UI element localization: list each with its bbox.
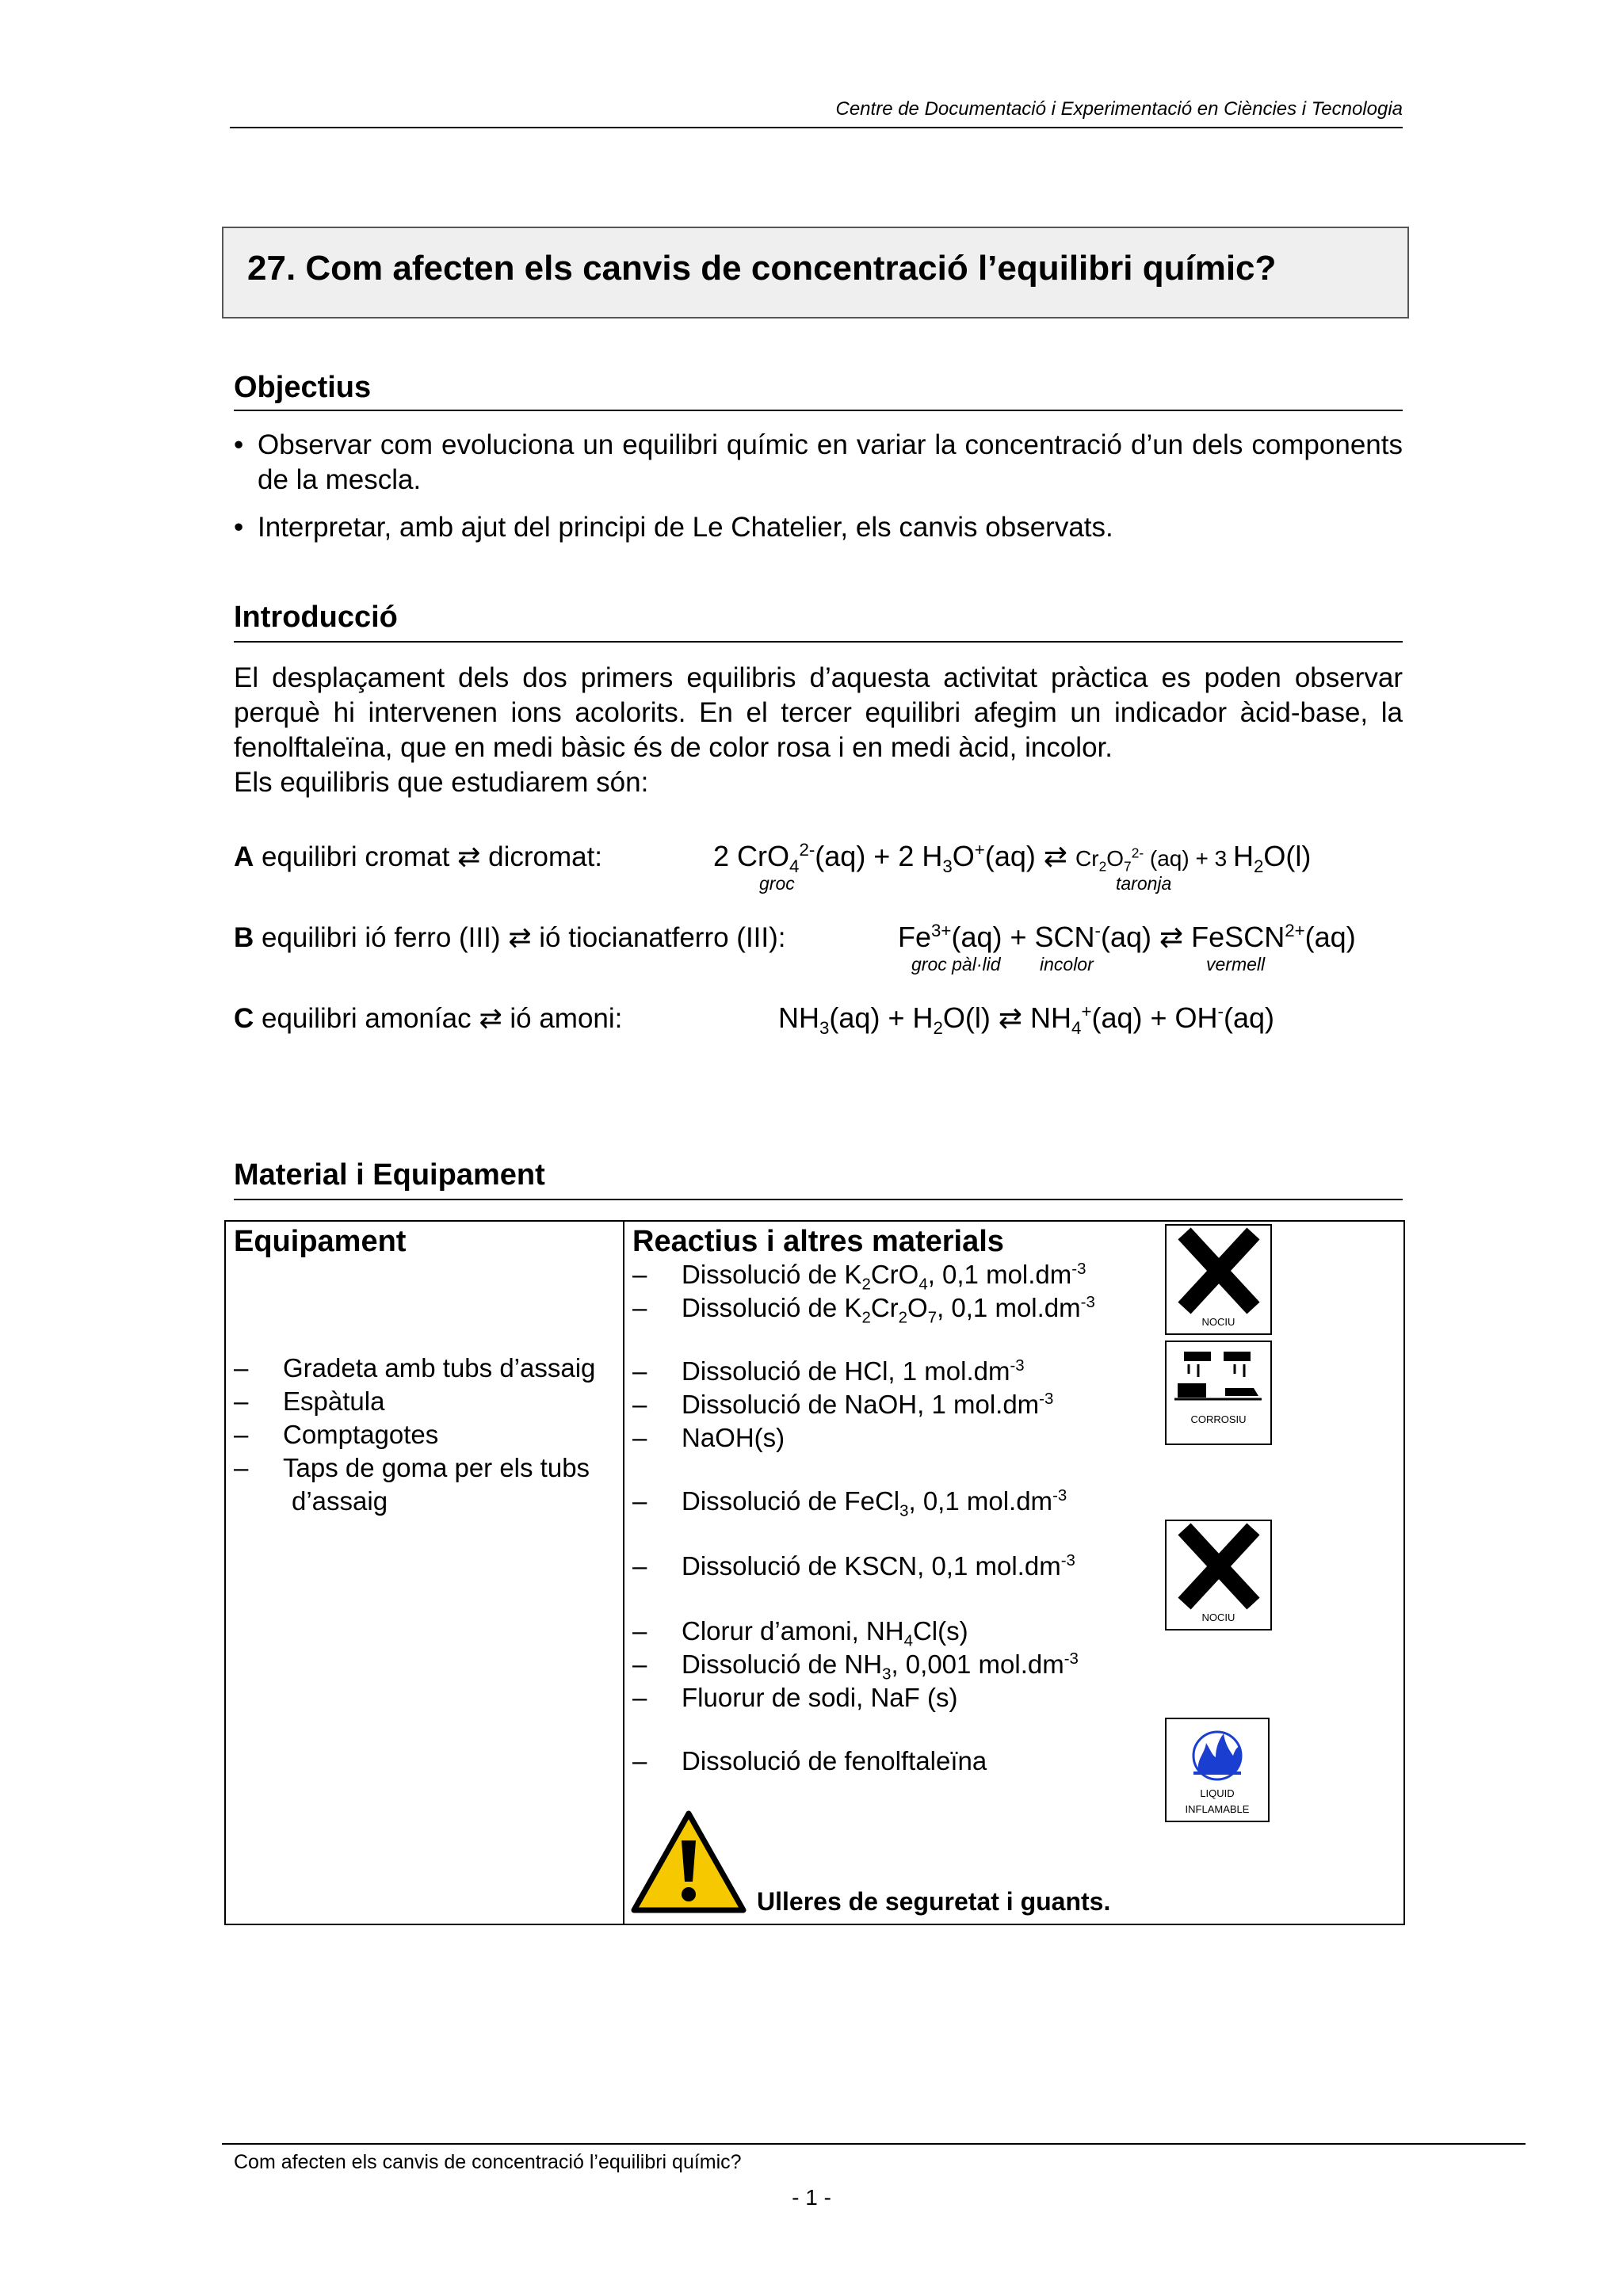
safety-warning-text: Ulleres de seguretat i guants.: [757, 1887, 1111, 1916]
material-divider: [234, 1199, 1403, 1200]
introduccio-last-line: Els equilibris que estudiarem són:: [234, 767, 649, 798]
reactiu-item: – Dissolució de FeCl$_3$, 0,1 $mol.dm^{-3}$: [632, 1486, 1067, 1520]
bullet-dot: •: [234, 512, 244, 543]
hazard-label: NOCIU: [1201, 1316, 1235, 1328]
footer-divider: [222, 2143, 1526, 2145]
objectiu-item: [234, 510, 1403, 545]
objectiu-text: Observar com evoluciona un equilibri químic en variar la concentració d’un dels components de la mescla.: [258, 429, 1403, 495]
reactiu-item: – NaOH(s): [632, 1423, 785, 1452]
page-number: - 1 -: [792, 2185, 831, 2210]
hazard-label: NOCIU: [1201, 1611, 1235, 1623]
footer-title: Com afecten els canvis de concentració l’equilibri químic?: [234, 2151, 742, 2173]
eq-arrow: ⇄: [998, 1001, 1023, 1034]
header-institution: Centre de Documentació i Experimentació en Ciències i Tecnologia: [835, 98, 1403, 120]
eq-arrow: ⇄: [479, 1003, 502, 1034]
objectius-divider: [234, 410, 1403, 411]
hazard-label: INFLAMABLE: [1185, 1803, 1250, 1815]
equilibri-c-equation: $NH_3(aq) + H_2O(l)$ ⇄ $NH_4^+(aq) + OH^-(aq)$: [778, 1001, 1275, 1039]
equipament-heading: Equipament: [234, 1225, 407, 1258]
eq-arrow: ⇄: [508, 922, 532, 953]
material-heading: Material i Equipament: [234, 1158, 545, 1192]
equilibri-b-label: B equilibri ió ferro (III) ⇄ ió tiocianatferro (III):: [234, 922, 786, 953]
equilibri-a-equation: 2 CrO$_4^{2-}$(aq) + 2 $H_3O^+(aq)$ ⇄ $Cr_2O_7^{2-}$ (aq) + 3 $H_2O(l)$: [713, 840, 1312, 877]
reactius-heading: Reactius i altres materials: [632, 1225, 1004, 1258]
warning-icon: [629, 1809, 748, 1915]
equipament-item: – Gradeta amb tubs d’assaig: [234, 1353, 596, 1383]
flammable-hazard-icon: [1165, 1718, 1270, 1822]
corrosion-icon: [1167, 1342, 1270, 1444]
reactiu-item: – Clorur d’amoni, $NH_4Cl(s)$: [632, 1616, 968, 1650]
table-column-divider: [623, 1220, 624, 1925]
header-divider: [230, 127, 1403, 128]
equipament-item: – Espàtula: [234, 1386, 385, 1416]
hazard-label: CORROSIU: [1190, 1413, 1247, 1425]
reactiu-item: – Dissolució de $K_2Cr_2O_7$, 0,1 $mol.dm^{-3}$: [632, 1293, 1095, 1327]
equilibri-letter: C: [234, 1003, 254, 1034]
introduccio-heading: Introducció: [234, 601, 398, 634]
color-note-groc-pallid: groc pàl·lid: [911, 954, 1001, 974]
equilibri-c-label: C equilibri amoníac ⇄ ió amoni:: [234, 1003, 623, 1034]
equipament-item: – Taps de goma per els tubs: [234, 1453, 590, 1482]
harmful-hazard-icon: [1165, 1520, 1272, 1630]
equipament-item-continuation: d’assaig: [292, 1486, 388, 1516]
objectius-heading: Objectius: [234, 371, 372, 404]
objectiu-item: [234, 428, 1403, 498]
color-note-groc: groc: [759, 873, 795, 894]
color-note-incolor: incolor: [1040, 954, 1094, 974]
eq-arrow: ⇄: [1159, 921, 1184, 953]
objectiu-text: Interpretar, amb ajut del principi de Le Chatelier, els canvis observats.: [258, 512, 1113, 543]
reactiu-item: – Dissolució de KSCN, 0,1 $mol.dm^{-3}$: [632, 1551, 1075, 1581]
equilibri-letter: B: [234, 922, 254, 953]
reactiu-item: – Fluorur de sodi, NaF (s): [632, 1683, 958, 1712]
color-note-taronja: taronja: [1116, 873, 1172, 894]
bullet-dot: •: [234, 429, 244, 460]
eq-arrow: ⇄: [457, 841, 481, 872]
reactiu-item: – Dissolució de fenolftaleïna: [632, 1746, 987, 1775]
hazard-label: LIQUID: [1200, 1787, 1235, 1799]
eq-arrow: ⇄: [1043, 840, 1068, 872]
reactiu-item: – Dissolució de $NH_3$, 0,001 $mol.dm^{-3}$: [632, 1650, 1079, 1684]
harmful-hazard-icon: [1165, 1224, 1272, 1335]
reactiu-item: – Dissolució de HCl, 1 $mol.dm^{-3}$: [632, 1356, 1025, 1386]
equipament-item: – Comptagotes: [234, 1420, 439, 1449]
color-note-vermell: vermell: [1206, 954, 1266, 974]
equilibri-a-label: A equilibri cromat ⇄ dicromat:: [234, 841, 603, 872]
equilibri-b-equation: $Fe^{3+}(aq) + SCN^-(aq)$ ⇄ FeSCN$^{2+}$(aq): [898, 921, 1356, 953]
introduccio-divider: [234, 641, 1403, 643]
reactiu-item: – Dissolució de $K_2CrO_4$, 0,1 $mol.dm^{-3}$: [632, 1260, 1086, 1294]
introduccio-paragraph: El desplaçament dels dos primers equilibris d’aquesta activitat pràctica es poden observar perquè hi intervenen ions acolorits. En el tercer equilibri afegim un indicador àcid-base, la fenolftaleïna, que en medi bàsic és de color rosa i en medi àcid, incolor.: [234, 662, 1403, 763]
reactiu-item: – Dissolució de NaOH, 1 $mol.dm^{-3}$: [632, 1390, 1054, 1419]
equilibri-letter: A: [234, 841, 254, 872]
page-title: 27. Com afecten els canvis de concentració l’equilibri químic?: [247, 249, 1277, 288]
corrosive-hazard-icon: [1165, 1341, 1272, 1445]
